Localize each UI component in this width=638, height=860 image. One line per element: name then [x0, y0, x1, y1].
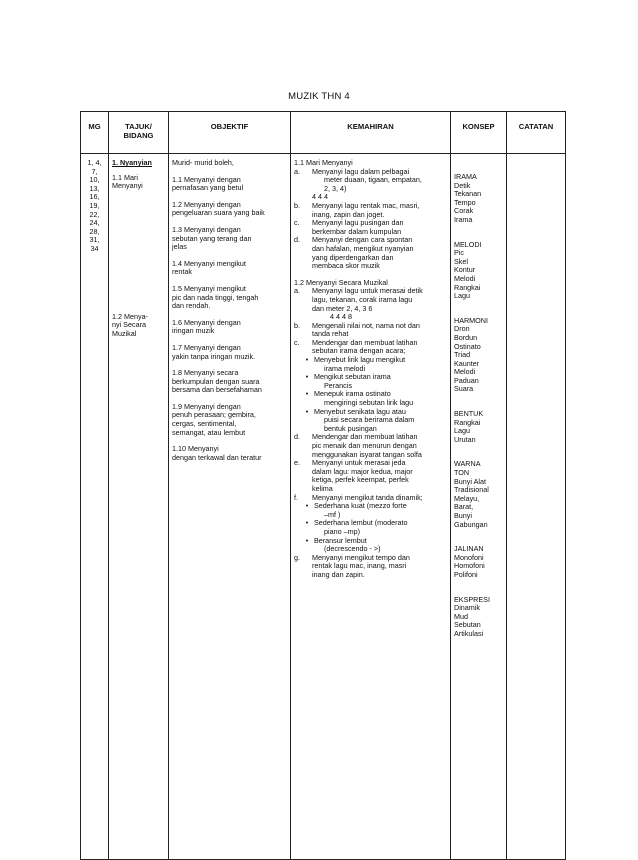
concept-line: WARNA	[454, 459, 481, 469]
section-title: 1.1 Mari Menyanyi	[294, 158, 353, 167]
mg-item: 7,	[91, 166, 98, 176]
skill-text: tanda rehat	[312, 329, 349, 339]
objective-line: 1.9 Menyanyi dengan	[172, 401, 241, 411]
document-title: MUZIK THN 4	[288, 91, 350, 102]
bullet-text: mengiringi sebutan lirik lagu	[324, 398, 414, 408]
objective-item	[172, 319, 287, 336]
skill-text: dan hafalan, mengikut nyanyian	[312, 243, 414, 253]
catatan-cell	[507, 154, 566, 860]
tajuk-subtopic-1	[112, 174, 165, 191]
skill-text: lagu, tekanan, corak irama lagu	[312, 294, 413, 304]
concept-line: Rangkai	[454, 417, 481, 427]
concept-line: Urutan	[454, 434, 476, 444]
objective-line: 1.2 Menyanyi dengan	[172, 199, 241, 209]
objective-item	[172, 445, 287, 462]
concept-line: Lagu	[454, 291, 470, 301]
bullet-text: Menepuk irama ostinato	[314, 389, 391, 399]
bullet-text: –mf )	[324, 509, 341, 519]
objective-line: dengan terkawal dan teratur	[172, 452, 262, 462]
tajuk-heading: 1. Nyanyian	[112, 158, 152, 167]
skill-letter: b.	[294, 320, 300, 330]
skill-text: kelima	[312, 483, 333, 493]
mg-cell	[81, 154, 109, 860]
objective-line: pengeluaran suara yang baik	[172, 208, 265, 218]
skill-letter: c.	[294, 218, 300, 228]
concept-line: Melodi	[454, 273, 476, 283]
concept-line: Suara	[454, 384, 474, 394]
bullet-icon: •	[305, 355, 309, 365]
concept-line: Pic	[454, 248, 464, 258]
concept-line: Tempo	[454, 197, 476, 207]
mg-item: 13,	[89, 183, 100, 193]
concept-line: Kaunter	[454, 358, 480, 368]
concept-line: Skel	[454, 256, 468, 266]
concept-line: MELODI	[454, 239, 482, 249]
objective-line: 1.1 Menyanyi dengan	[172, 174, 241, 184]
concept-line: Mud	[454, 611, 468, 621]
bullet-icon: •	[305, 389, 309, 399]
concept-line: Lagu	[454, 426, 470, 436]
concept-group	[454, 596, 503, 639]
mg-item: 31,	[89, 235, 100, 245]
concept-line: Ostinato	[454, 341, 481, 351]
concept-line: Kontur	[454, 265, 476, 275]
concept-line: Bunyi Alat	[454, 476, 486, 486]
skill-text: 4 4 4 8	[330, 312, 352, 322]
skill-text: sebutan irama dengan acara;	[312, 346, 406, 356]
concept-line: Bunyi	[454, 511, 472, 520]
skill-text: Menyanyi mengikut tanda dinamik;	[312, 492, 423, 502]
skill-text: inang dan zapin.	[312, 569, 365, 579]
skill-text: pic menaik dan menurun dengan	[312, 441, 417, 450]
objective-line: 1.8 Menyanyi secara	[172, 368, 239, 378]
bullet-icon: •	[305, 535, 309, 545]
skill-text: rentak lagu mac, inang, masri	[312, 561, 407, 571]
skill-text: Menyanyi lagu dalam pelbagai	[312, 166, 410, 176]
header-konsep: KONSEP	[451, 112, 507, 154]
mg-item: 22,	[89, 209, 100, 219]
content-row	[81, 154, 566, 860]
concept-line: Tekanan	[454, 189, 482, 199]
concept-line: Barat,	[454, 502, 474, 512]
objective-line: Murid- murid boleh,	[172, 158, 234, 167]
concept-group	[454, 460, 503, 529]
skill-letter: a.	[294, 286, 300, 296]
objective-item	[172, 201, 287, 218]
objective-item	[172, 344, 287, 361]
header-tajuk-line: BIDANG	[123, 131, 154, 140]
objective-item	[172, 403, 287, 437]
mg-item: 10,	[89, 175, 100, 185]
concept-line: Paduan	[454, 375, 479, 385]
concept-line: Triad	[454, 350, 471, 360]
skill-text: Menyanyi mengikut tempo dan	[312, 552, 410, 562]
concept-line: IRAMA	[454, 172, 477, 181]
skill-text: membaca skor muzik	[312, 261, 380, 271]
concept-line: Sebutan	[454, 620, 481, 630]
objective-item	[172, 159, 287, 168]
bullet-icon: •	[305, 518, 309, 528]
objective-line: cergas, sentimental,	[172, 419, 237, 429]
objective-line: 1.10 Menyanyi	[172, 444, 219, 454]
bullet-text: piano –mp)	[324, 526, 360, 536]
kemahiran-cell	[291, 154, 451, 860]
concept-group	[454, 317, 503, 394]
objective-line: 1.5 Menyanyi mengikut	[172, 283, 246, 293]
objective-line: 1.7 Menyanyi dengan	[172, 342, 241, 352]
concept-line: Dinamik	[454, 603, 480, 613]
concept-line: Melayu,	[454, 493, 480, 503]
bullet-text: Beransur lembut	[314, 535, 367, 545]
skill-letter: a.	[294, 166, 300, 176]
concept-group	[454, 545, 503, 579]
concept-group	[454, 410, 503, 444]
concept-line: Artikulasi	[454, 628, 484, 638]
bullet-text: puisi secara berirama dalam	[324, 415, 415, 425]
mg-item: 1, 4,	[87, 158, 102, 167]
concept-line: Detik	[454, 180, 471, 190]
skill-letter: d.	[294, 235, 300, 245]
mg-item: 16,	[89, 192, 100, 202]
skill-text: Menyanyi lagu untuk merasai detik	[312, 286, 423, 296]
skill-text: ketiga, perfek keempat, perfek	[312, 475, 409, 485]
tajuk-line: Menyanyi	[112, 181, 143, 191]
concept-line: Monofoni	[454, 552, 484, 562]
tajuk-subtopic-2	[112, 313, 165, 339]
skill-text: 2, 3, 4)	[324, 183, 347, 193]
skill-text: Mendengar dan membuat latihan	[312, 432, 418, 442]
bullet-item	[294, 356, 447, 365]
concept-group	[454, 241, 503, 301]
tajuk-line: 1.1 Mari	[112, 172, 138, 182]
bullet-text: Menyebut senikata lagu atau	[314, 406, 406, 416]
bullet-text: bentuk pusingan	[324, 423, 377, 433]
tajuk-line: 1.2 Menya-	[112, 311, 148, 321]
objective-line: pic dan nada tinggi, tengah	[172, 292, 259, 302]
skill-text: dalam lagu: major kedua, major	[312, 466, 413, 476]
skill-text: Mengenali nilai not, nama not dan	[312, 320, 420, 330]
konsep-cell	[451, 154, 507, 860]
objective-line: dan rendah.	[172, 301, 211, 311]
objective-line: yakin tanpa iringan muzik.	[172, 351, 256, 361]
bullet-icon: •	[305, 501, 309, 511]
skill-text: menggunakan isyarat tangan solfa	[312, 449, 422, 459]
header-kemahiran: KEMAHIRAN	[291, 112, 451, 154]
concept-line: Gabungan	[454, 519, 488, 529]
objective-line: penuh perasaan; gembira,	[172, 410, 256, 420]
header-tajuk-line: TAJUK/	[125, 122, 152, 131]
mg-item: 19,	[89, 200, 100, 210]
skill-text: Menyanyi untuk merasai jeda	[312, 458, 406, 468]
objective-line: 1.4 Menyanyi mengikut	[172, 258, 246, 268]
concept-line: Polifoni	[454, 569, 478, 579]
objective-item	[172, 285, 287, 311]
mg-item: 28,	[89, 226, 100, 236]
section-title: 1.2 Menyanyi Secara Muzikal	[294, 277, 388, 287]
objective-line: sebutan yang terang dan	[172, 233, 252, 243]
bullet-text: (decrescendo - >)	[324, 544, 381, 554]
bullet-text: Sederhana lembut (moderato	[314, 518, 408, 528]
bullet-item	[294, 502, 447, 511]
objective-item	[172, 260, 287, 277]
objective-line: iringan muzik	[172, 326, 215, 336]
concept-line: Homofoni	[454, 561, 485, 571]
skill-text: 4 4 4	[312, 192, 328, 202]
header-catatan: CATATAN	[507, 112, 566, 154]
objective-line: rentak	[172, 267, 192, 277]
skill-letter: f.	[294, 492, 298, 502]
concept-group	[454, 173, 503, 225]
bullet-item	[294, 373, 447, 382]
objective-line: jelas	[172, 242, 187, 252]
bullet-text: Menyebut lirik lagu mengikut	[314, 355, 406, 365]
concept-line: TON	[454, 468, 470, 478]
skill-text: Menyanyi lagu rentak mac, masri,	[312, 200, 420, 210]
tajuk-line: Muzikal	[112, 328, 137, 338]
skill-letter: c.	[294, 337, 300, 347]
bullet-icon: •	[305, 406, 309, 416]
concept-line: JALINAN	[454, 544, 484, 554]
objective-line: bersama dan bersefahaman	[172, 385, 262, 395]
bullet-item	[294, 519, 447, 528]
skill-letter: e.	[294, 458, 300, 468]
concept-line: Melodi	[454, 367, 476, 377]
concept-line: HARMONI	[454, 315, 488, 325]
objective-line: 1.3 Menyanyi dengan	[172, 224, 241, 234]
skill-text: Menyanyi dengan cara spontan	[312, 235, 413, 245]
concept-line: Bordun	[454, 332, 478, 342]
objective-item	[172, 176, 287, 193]
bullet-text: irama melodi	[324, 363, 366, 373]
concept-line: Corak	[454, 206, 474, 216]
mg-item: 34	[90, 243, 99, 253]
skill-text: meter duaan, tigaan, empatan,	[324, 175, 422, 185]
header-mg: MG	[81, 112, 109, 154]
skill-text: Mendengar dan membuat latihan	[312, 337, 418, 347]
skill-letter: b.	[294, 200, 300, 210]
header-tajuk	[109, 112, 169, 154]
concept-line: BENTUK	[454, 409, 484, 419]
concept-line: EKSPRESI	[454, 594, 490, 604]
mg-item: 24,	[89, 218, 100, 228]
concept-line: Tradisional	[454, 485, 489, 495]
skill-text: berkembar dalam kumpulan	[312, 226, 402, 236]
objective-line: 1.6 Menyanyi dengan	[172, 317, 241, 327]
objective-line: pernafasan yang betul	[172, 183, 244, 193]
objective-line: semangat, atau lembut	[172, 427, 246, 437]
concept-line: Irama	[454, 214, 473, 224]
objektif-cell	[169, 154, 291, 860]
concept-line: Rangkai	[454, 282, 481, 292]
tajuk-cell	[109, 154, 169, 860]
header-objektif: OBJEKTIF	[169, 112, 291, 154]
bullet-icon: •	[305, 372, 309, 382]
skill-letter: d.	[294, 432, 300, 442]
header-row	[81, 112, 566, 154]
bullet-text: Mengikut sebutan irama	[314, 372, 391, 382]
tajuk-line: nyi Secara	[112, 320, 146, 330]
objective-line: berkumpulan dengan suara	[172, 376, 260, 386]
objective-item	[172, 226, 287, 252]
bullet-text: Sederhana kuat (mezzo forte	[314, 501, 407, 511]
lesson-plan-table	[80, 111, 566, 860]
skill-text: inang, zapin dan joget.	[312, 209, 385, 219]
objective-item	[172, 369, 287, 395]
skill-text: Menyanyi lagu pusingan dan	[312, 218, 404, 228]
skill-text: dan meter 2, 4, 3 6	[312, 303, 373, 313]
skill-text: yang diperdengarkan dan	[312, 252, 394, 262]
concept-line: Dron	[454, 324, 470, 334]
bullet-text: Perancis	[324, 380, 352, 390]
skill-letter: g.	[294, 552, 300, 562]
